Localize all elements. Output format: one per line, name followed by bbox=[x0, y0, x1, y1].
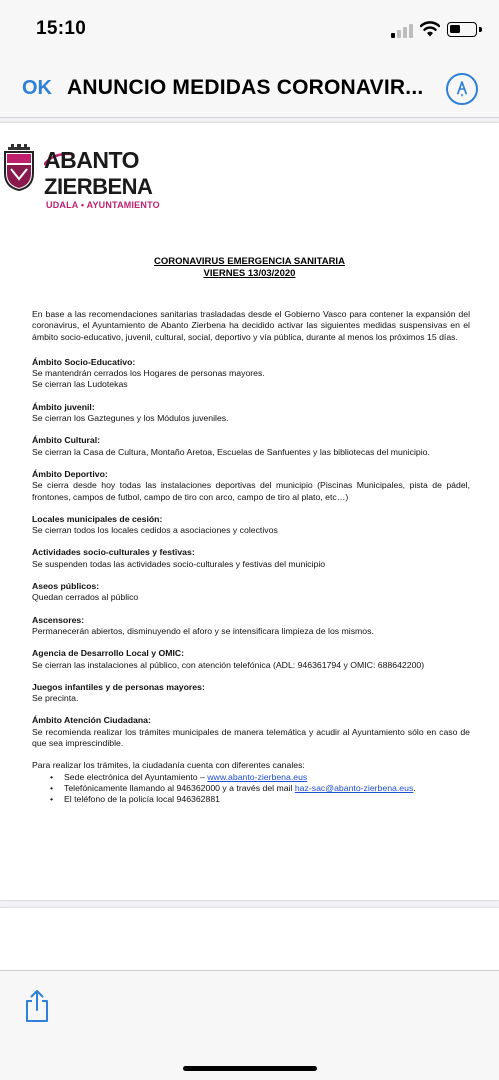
logo-name-line2: ZIERBENA bbox=[44, 174, 153, 199]
battery-level bbox=[450, 25, 460, 33]
section-line: Permanecerán abiertos, disminuyendo el aforo y se intensificara limpieza de los mismos. bbox=[32, 625, 374, 636]
document-page bbox=[0, 123, 499, 900]
logo-subtitle: UDALA • AYUNTAMIENTO bbox=[46, 200, 160, 210]
section bbox=[32, 435, 470, 458]
channels-list bbox=[50, 772, 470, 806]
section-line: Se cierran los Gaztegunes y los Módulos juveniles. bbox=[32, 413, 229, 424]
battery-icon bbox=[447, 22, 477, 37]
section bbox=[32, 357, 470, 391]
section-line: Se suspenden todas las actividades socio-culturales y festivas del municipio bbox=[32, 558, 326, 569]
list-item bbox=[50, 794, 470, 805]
section-line: Quedan cerrados al público bbox=[32, 592, 139, 603]
email-link[interactable]: haz-sac@abanto-zierbena.eus bbox=[294, 782, 414, 793]
wifi-icon bbox=[420, 20, 440, 38]
section-title: Agencia de Desarrollo Local y OMIC: bbox=[32, 648, 185, 659]
document-title: ANUNCIO MEDIDAS CORONAVIR... bbox=[67, 76, 424, 99]
intro-paragraph: En base a las recomendaciones sanitarias trasladadas desde el Gobierno Vasco para contener la expansión del coronavirus, el Ayuntamiento de Abanto Zierbena ha decidido activar las siguientes medidas suspensivas en el ámbito socio-educativo, juvenil, cultural, social, deportivo y vía pública, durante al menos los próximos 15 días. bbox=[32, 309, 470, 342]
next-page bbox=[0, 908, 499, 970]
procedures-intro: Para realizar los trámites, la ciudadanía cuenta con diferentes canales: bbox=[32, 760, 305, 771]
section-title: Ascensores: bbox=[32, 614, 85, 625]
document-viewer[interactable] bbox=[0, 118, 499, 970]
nav-bar bbox=[0, 60, 499, 118]
ok-button[interactable]: OK bbox=[22, 77, 52, 99]
section bbox=[32, 715, 470, 749]
status-time: 15:10 bbox=[36, 18, 87, 39]
section-line: Se cierra desde hoy todas las instalaciones deportivas del municipio (Piscinas Municipales, pista de pádel, frontones, campos de futbol, campo de tiro con arco, campo de tiro al plato, etc…) bbox=[32, 480, 470, 502]
markup-pen-icon[interactable] bbox=[446, 73, 478, 105]
website-link[interactable]: www.abanto-zierbena.eus bbox=[207, 771, 308, 782]
document-heading: CORONAVIRUS EMERGENCIA SANITARIA bbox=[154, 256, 345, 267]
list-item bbox=[50, 772, 470, 783]
section bbox=[32, 581, 470, 604]
channel-phone-label: Telefónicamente llamando al 946362000 y a través del mail bbox=[64, 782, 295, 793]
section bbox=[32, 648, 470, 671]
bottom-toolbar bbox=[0, 970, 499, 1080]
document-body bbox=[32, 309, 470, 806]
section-line: Se recomienda realizar los trámites municipales de manera telemática y acudir al Ayuntamiento sólo en caso de que sea imprescindible. bbox=[32, 726, 470, 749]
section-title: Ámbito juvenil: bbox=[32, 401, 95, 412]
channel-police: El teléfono de la policía local 946362881 bbox=[64, 794, 221, 805]
section-title: Ámbito Deportivo: bbox=[32, 468, 108, 479]
section-line: Se cierran las instalaciones al público, con atención telefónica (ADL: 946361794 y OMIC: 688642200) bbox=[32, 659, 425, 670]
section-title: Juegos infantiles y de personas mayores: bbox=[32, 681, 205, 692]
section-title: Ámbito Cultural: bbox=[32, 435, 101, 446]
coat-of-arms-icon bbox=[2, 143, 36, 191]
battery-tip bbox=[479, 27, 482, 32]
cellular-signal-icon bbox=[391, 24, 413, 38]
section-title: Locales municipales de cesión: bbox=[32, 513, 163, 524]
section-title: Actividades socio-culturales y festivas: bbox=[32, 547, 195, 558]
channel-web-label: Sede electrónica del Ayuntamiento – bbox=[64, 771, 208, 782]
home-indicator[interactable] bbox=[183, 1066, 317, 1071]
section-line: Se precinta. bbox=[32, 693, 79, 704]
section bbox=[32, 682, 470, 705]
status-bar bbox=[0, 0, 499, 60]
section-line: Se cierran las Ludotekas bbox=[32, 379, 128, 390]
section bbox=[32, 547, 470, 570]
channel-phone-suffix: . bbox=[413, 782, 416, 793]
section bbox=[32, 402, 470, 425]
section-line: Se cierran todos los locales cedidos a asociaciones y colectivos bbox=[32, 525, 278, 536]
section-title: Ámbito Atención Ciudadana: bbox=[32, 715, 151, 726]
logo-name-line1: ABANTO bbox=[44, 147, 139, 173]
section-title: Aseos públicos: bbox=[32, 581, 100, 592]
section bbox=[32, 469, 470, 503]
section-title: Ámbito Socio-Educativo: bbox=[32, 356, 136, 367]
section bbox=[32, 615, 470, 638]
list-item bbox=[50, 783, 470, 794]
section bbox=[32, 514, 470, 537]
document-date: VIERNES 13/03/2020 bbox=[203, 268, 296, 279]
share-icon[interactable] bbox=[23, 989, 51, 1023]
section-line: Se mantendrán cerrados los Hogares de personas mayores. bbox=[32, 368, 265, 379]
section-line: Se cierran la Casa de Cultura, Montaño Aretoa, Escuelas de Sanfuentes y las bibliotecas del municipio. bbox=[32, 446, 430, 457]
